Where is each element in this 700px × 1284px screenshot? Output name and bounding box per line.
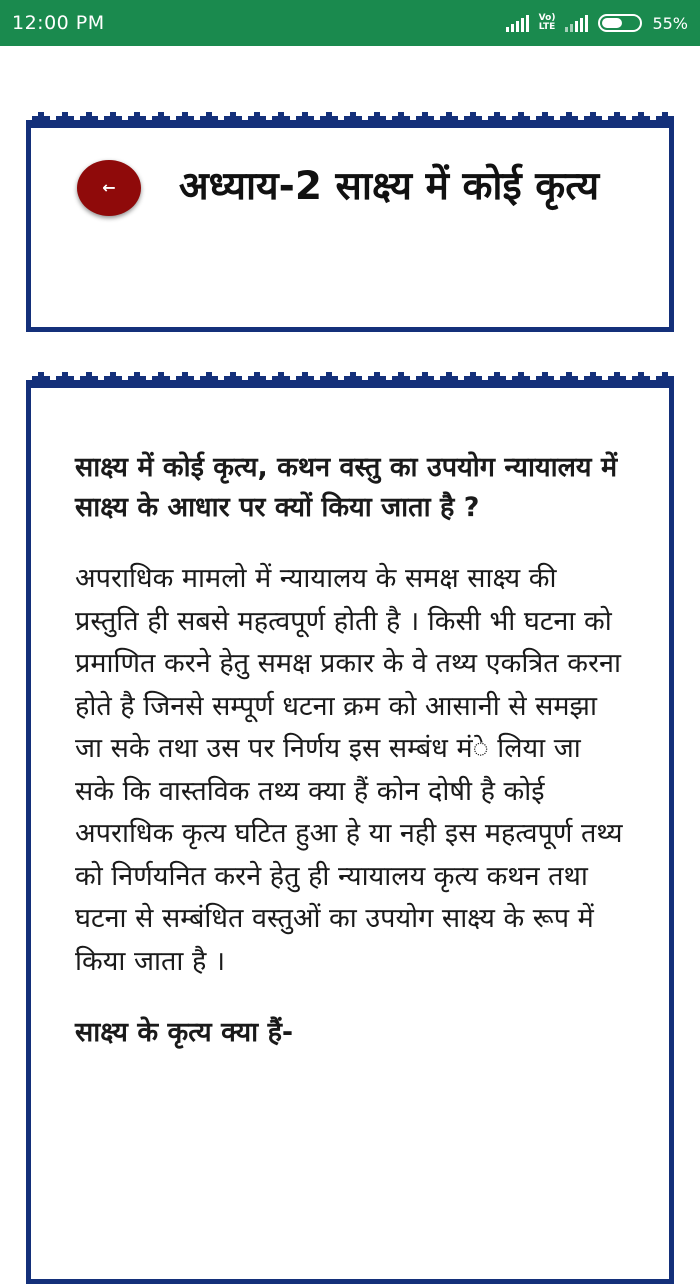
battery-percent: 55% xyxy=(652,13,688,33)
card-top-border xyxy=(26,370,674,388)
battery-level xyxy=(602,18,622,28)
content-body xyxy=(75,448,623,1053)
status-time: 12:00 PM xyxy=(12,12,105,34)
header-card xyxy=(26,124,674,332)
section-heading: साक्ष्य के कृत्य क्या हैं- xyxy=(75,1017,294,1048)
content-card xyxy=(26,384,674,1284)
back-button[interactable] xyxy=(77,160,141,216)
answer-paragraph: अपराधिक मामलो में न्यायालय के समक्ष साक्ष्य की प्रस्तुति ही सबसे महत्वपूर्ण होती है । किसी भी घटना को प्रमाणित करने हेतु समक्ष प्रकार के वे तथ्य एकत्रित करना होते है जिनसे सम्पूर्ण धटना क्रम को आसानी से समझा जा सके तथा उस पर निर्णय इस सम्बंध मंे लिया जा सके कि वास्तविक तथ्य क्या हैं कोन दोषी है कोई अपराधिक कृत्य घटित हुआ हे या नही इस महत्वपूर्ण तथ्य को निर्णयनित करने हेतु ही न्यायालय कृत्य कथन तथा घटना से सम्बंधित वस्तुओं का उपयोग साक्ष्य के रूप में किया जाता है । xyxy=(75,563,623,977)
volte-icon xyxy=(539,14,556,32)
status-bar xyxy=(0,0,700,46)
battery-icon xyxy=(598,14,642,32)
back-arrow-icon: ← xyxy=(102,178,116,197)
card-top-border xyxy=(26,110,674,128)
lte-label: LTE xyxy=(538,22,556,32)
status-icons xyxy=(506,14,688,33)
signal-icon xyxy=(565,14,588,32)
signal-icon xyxy=(506,14,529,32)
volte-label: Vo) xyxy=(538,13,556,23)
question-heading: साक्ष्य में कोई कृत्य, कथन वस्तु का उपयोग न्यायालय में साक्ष्य के आधार पर क्यों किया जाता है ? xyxy=(75,452,618,523)
page-title: अध्याय-2 साक्ष्य में कोई कृत्य xyxy=(178,164,600,209)
